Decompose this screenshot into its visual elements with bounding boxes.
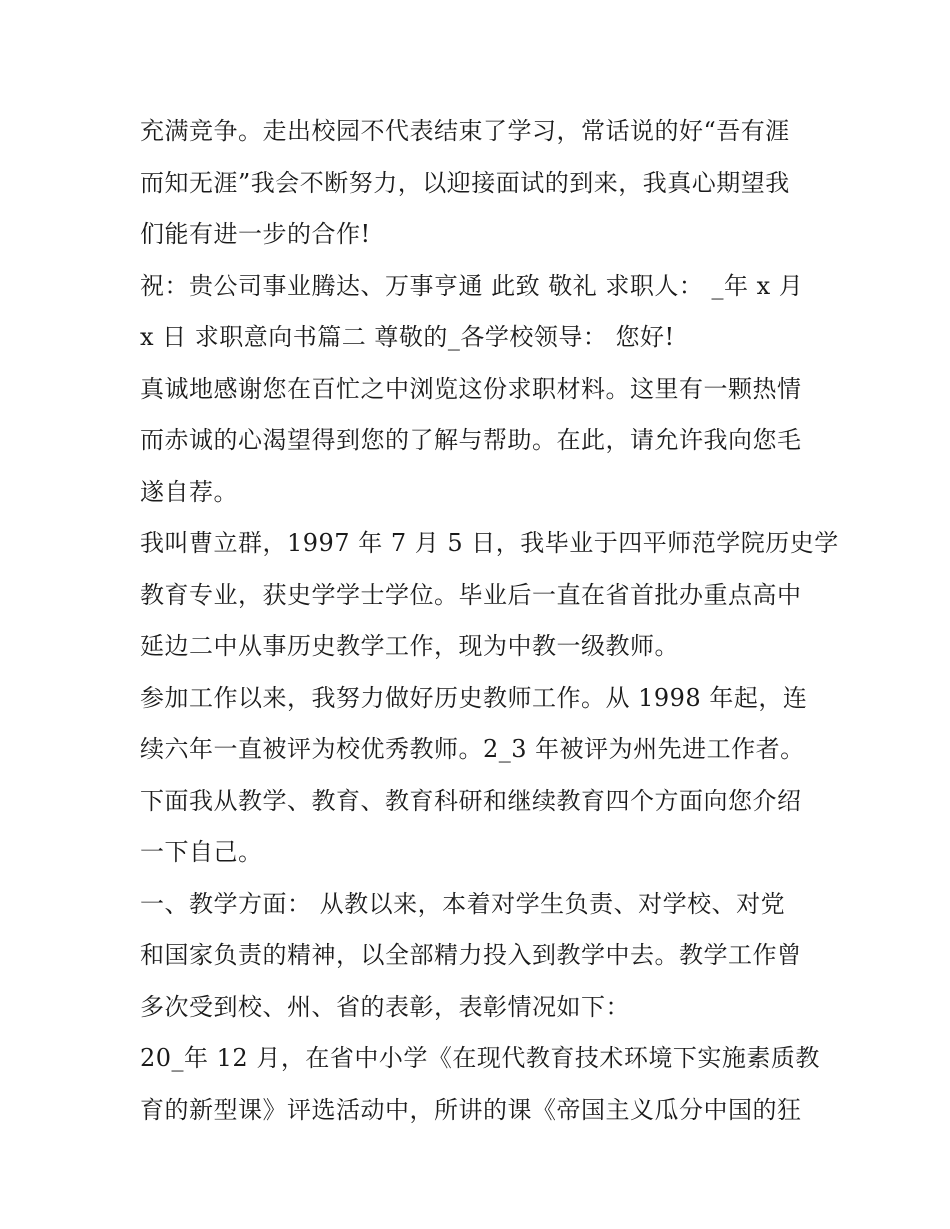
text-line: 和国家负责的精神，以全部精力投入到教学中去。教学工作曾 — [140, 941, 802, 969]
text-line: 我叫曹立群，1997 年 7 月 5 日，我毕业于四平师范学院历史学 — [140, 529, 839, 557]
text-line: 而赤诚的心渴望得到您的了解与帮助。在此，请允许我向您毛 — [140, 426, 802, 454]
text-line: 教育专业，获史学学士学位。毕业后一直在省首批办重点高中 — [140, 580, 802, 609]
text-line: 遂自荐。 — [140, 477, 238, 506]
text-line: 真诚地感谢您在百忙之中浏览这份求职材料。这里有一颗热情 — [140, 374, 802, 403]
text-line: 一、教学方面： 从教以来，本着对学生负责、对学校、对党 — [140, 889, 786, 918]
text-line: 祝：贵公司事业腾达、万事亨通 此致 敬礼 求职人： _年 x 月 — [140, 271, 804, 300]
text-line: x 日 求职意向书篇二 尊敬的_各学校领导： 您好! — [140, 323, 675, 351]
text-line: 育的新型课》评选活动中，所讲的课《帝国主义瓜分中国的狂 — [140, 1095, 802, 1124]
text-line: 续六年一直被评为校优秀教师。2_3 年被评为州先进工作者。 — [140, 735, 805, 763]
text-line: 参加工作以来，我努力做好历史教师工作。从 1998 年起，连 — [140, 683, 808, 712]
text-line: 下面我从教学、教育、教育科研和继续教育四个方面向您介绍 — [140, 786, 802, 815]
body-text — [140, 106, 839, 1136]
text-line: 充满竞争。走出校园不代表结束了学习，常话说的好“吾有涯 — [140, 117, 790, 145]
text-line: 多次受到校、州、省的表彰，表彰情况如下： — [140, 992, 630, 1021]
text-line: 一下自己。 — [140, 838, 263, 866]
text-line: 而知无涯”我会不断努力，以迎接面试的到来，我真心期望我 — [140, 168, 790, 197]
text-line: 们能有进一步的合作! — [140, 220, 371, 248]
text-line: 延边二中从事历史教学工作，现为中教一级教师。 — [140, 632, 679, 660]
text-line: 20_年 12 月，在省中小学《在现代教育技术环境下实施素质教 — [140, 1044, 820, 1072]
